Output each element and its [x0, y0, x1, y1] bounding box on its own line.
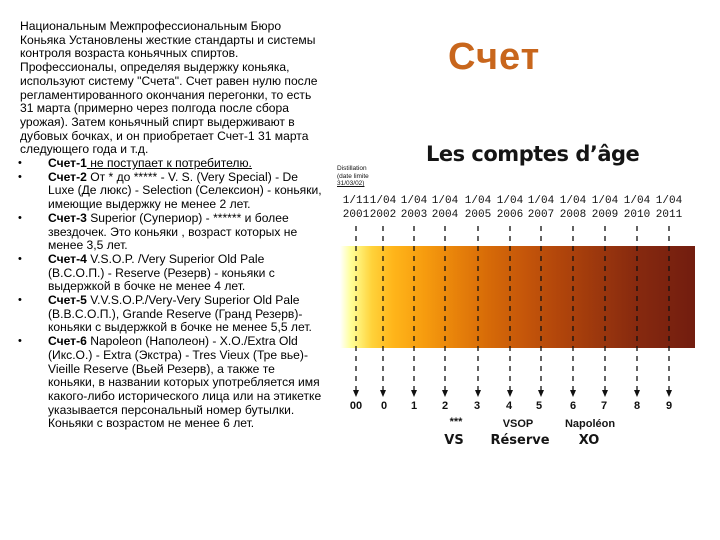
stage-number: 6: [569, 400, 577, 412]
date-day: 1/04: [496, 195, 524, 207]
list-item: [18, 212, 324, 253]
bullet-icon: •: [18, 157, 22, 170]
bullet-icon: •: [18, 211, 22, 224]
date-year: 2008: [559, 209, 587, 221]
vsop-label: VSOP: [502, 418, 534, 430]
date-year: 2009: [591, 209, 619, 221]
date-year: 2003: [400, 209, 428, 221]
count-heading: Счет-5: [48, 293, 87, 308]
arrow-down-icon: [634, 390, 640, 397]
date-day: 1/04: [527, 195, 555, 207]
bullet-icon: •: [18, 252, 22, 265]
date-year: 2006: [496, 209, 524, 221]
count-heading: Счет-6: [48, 334, 87, 349]
count-list: [18, 157, 324, 431]
count-heading: Счет-3: [48, 210, 87, 225]
aging-color-bar: [340, 246, 695, 348]
arrow-down-icon: [602, 390, 608, 397]
stage-number: 3: [473, 400, 481, 412]
date-day: 1/04: [464, 195, 492, 207]
arrow-down-icon: [411, 390, 417, 397]
date-day: 1/04: [591, 195, 619, 207]
slide-title: Счет: [448, 36, 541, 78]
arrow-down-icon: [570, 390, 576, 397]
count-heading: Счет-1: [48, 156, 87, 171]
stage-number: 7: [600, 400, 608, 412]
bullet-icon: •: [18, 335, 22, 348]
intro-text: Национальным Межпрофессиональным Бюро Коньяка Установлены жесткие стандарты и системы контроля возраста коньячных спиртов. Профессионалы, определяя выдержку коньяка, используют систему "Счета". Счет равен нулю после регламентированного окончания перегонки, то есть 31 марта (примерно через полгода после сбора урожая). Затем коньячный спирт выдерживают в дубовых бочках, и он приобретает Счет-1 31 марта следующего года и т.д.: [20, 19, 318, 157]
list-item: [18, 294, 324, 335]
xo-label: XO: [578, 433, 600, 448]
intro-paragraph: [20, 20, 324, 157]
date-day: 1/04: [369, 195, 397, 207]
count-text: V.V.S.O.P./Very-Very Superior Old Pale (В.В.С.О.П.), Grande Reserve (Гранд Резерв)- коньяки с выдержкой в бочке не менее 5,5 лет.: [48, 293, 312, 335]
stage-number: 9: [665, 400, 673, 412]
arrow-down-icon: [507, 390, 513, 397]
date-day: 1/04: [431, 195, 459, 207]
count-heading: Счет-2: [48, 169, 87, 184]
count-text: Napoleon (Наполеон) - X.O./Extra Old (Икс.О.) - Extra (Экстра) - Tres Vieux (Тре вье)- Vieille Reserve (Вьей Резерв), а также те коньяки, в названии которых употребляется имя какого-либо исторического лица или на этикетке указывается персональный номер бутылки. Коньяки с возрастом не менее 6 лет.: [48, 334, 322, 431]
count-heading: Счет-4: [48, 251, 87, 266]
arrow-down-icon: [442, 390, 448, 397]
stage-number: 00: [349, 400, 363, 412]
arrow-down-icon: [380, 390, 386, 397]
date-year: 2010: [623, 209, 651, 221]
date-year: 2002: [369, 209, 397, 221]
bullet-icon: •: [18, 294, 22, 307]
count-text: Superior (Супериор) - ****** и более звездочек. Это коньяки , возраст которых не менее 3,5 лет.: [48, 210, 298, 253]
date-year: 2001: [342, 209, 370, 221]
stage-number: 5: [535, 400, 543, 412]
list-item: [18, 335, 324, 431]
arrow-down-icon: [666, 390, 672, 397]
arrow-down-icon: [353, 390, 359, 397]
count-text: не поступает к потребителю.: [86, 156, 252, 171]
distillation-line: 31/03/02): [337, 180, 365, 187]
date-day: 1/04: [559, 195, 587, 207]
stage-number: 0: [380, 400, 388, 412]
stage-number: 8: [633, 400, 641, 412]
distillation-note: [337, 165, 369, 188]
stage-number: 2: [441, 400, 449, 412]
date-day: 1/04: [400, 195, 428, 207]
count-text: От * до ***** - V. S. (Very Special) - De Luxe (Де люкс) - Selection (Селекcион) - коньяки, имеющие выдержку не менее 2 лет.: [48, 169, 322, 212]
date-day: 1/11: [342, 195, 370, 207]
arrow-down-icon: [538, 390, 544, 397]
description-column: [18, 20, 324, 431]
napoleon-label: Napoléon: [564, 418, 616, 430]
reserve-label: Réserve: [490, 433, 550, 448]
list-item: [18, 253, 324, 294]
date-year: 2007: [527, 209, 555, 221]
arrow-down-icon: [475, 390, 481, 397]
stage-number: 4: [505, 400, 513, 412]
vs-label: VS: [444, 433, 464, 448]
date-year: 2004: [431, 209, 459, 221]
list-item: [18, 171, 324, 212]
stars-label: ***: [449, 416, 463, 428]
stage-number: 1: [410, 400, 418, 412]
date-day: 1/04: [623, 195, 651, 207]
distillation-line: Distillation: [337, 165, 367, 172]
list-item: [18, 157, 324, 171]
distillation-line: (date limite: [337, 172, 369, 180]
bullet-icon: •: [18, 170, 22, 183]
date-year: 2011: [655, 209, 683, 221]
count-text: V.S.O.P. /Very Superior Old Pale (В.С.О.П.) - Reserve (Резерв) - коньяки с выдержкой в бочке не менее 4 лет.: [48, 251, 275, 294]
chart-title: Les comptes d’âge: [426, 142, 640, 166]
date-day: 1/04: [655, 195, 683, 207]
date-year: 2005: [464, 209, 492, 221]
